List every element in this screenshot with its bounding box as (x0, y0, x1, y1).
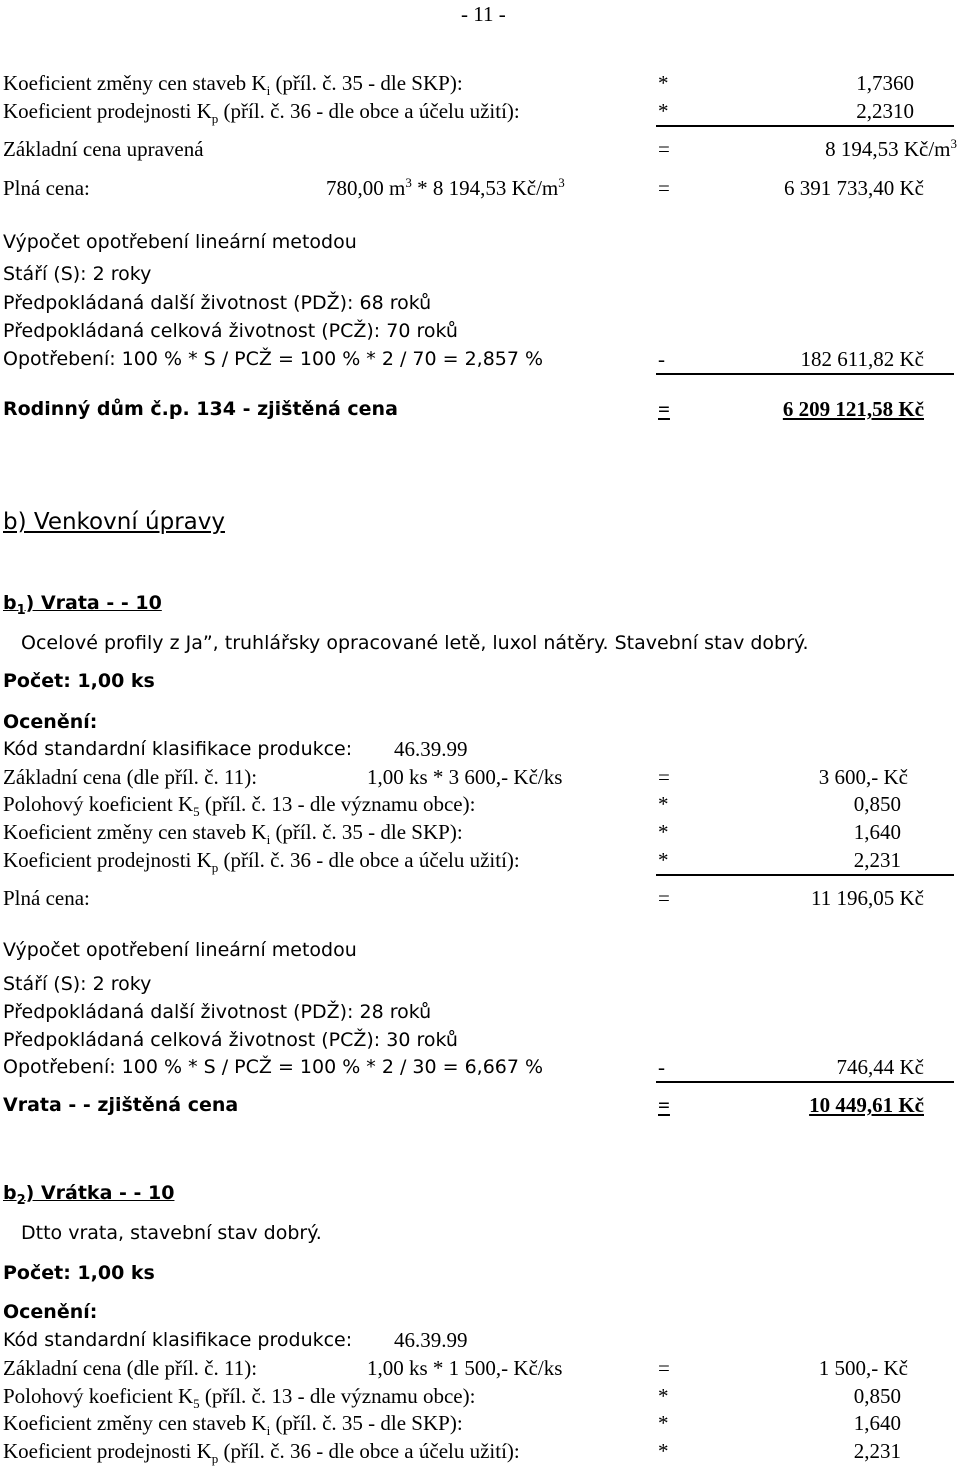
remaining-life: Předpokládaná další životnost (PDŽ): 68 roků (3, 292, 432, 314)
ki-operator: * (658, 71, 669, 95)
b2-code-value: 46.39.99 (394, 1328, 468, 1352)
b2-base-label: Základní cena (dle příl. č. 11): (3, 1356, 258, 1380)
b2-k5-label: Polohový koeficient $K_5$ (příl. č. 13 - dle významu obce): (3, 1384, 476, 1412)
total-operator: = (658, 397, 670, 421)
b2-base-value: 1 500,- Kč (818, 1356, 908, 1380)
total-life: Předpokládaná celková životnost (PCŽ): 70 roků (3, 320, 458, 342)
full-price-calc: 780,00 $m^3 * 8$ 194,53 $Kč/m^3$ (326, 175, 565, 200)
age: Stáří (S): 2 roky (3, 263, 152, 285)
total-value: 6 209 121,58 Kč (782, 397, 924, 421)
b1-code-value: 46.39.99 (394, 737, 468, 761)
b2-valuation: Ocenění: (3, 1301, 98, 1323)
adjusted-base-value: 8 194,53 $Kč/m^3$ (825, 136, 957, 161)
sum-rule (656, 1081, 954, 1083)
section-title: b) Venkovní úpravy (3, 509, 225, 535)
b1-base-calc: 1,00 ks * 3 600,- Kč/ks (367, 765, 563, 789)
b1-base-value: 3 600,- Kč (818, 765, 908, 789)
b1-base-label: Základní cena (dle příl. č. 11): (3, 765, 258, 789)
b1-total-life: Předpokládaná celková životnost (PCŽ): 30 roků (3, 1029, 458, 1051)
b2-kp-operator: * (658, 1439, 669, 1463)
b2-code-label: Kód standardní klasifikace produkce: (3, 1329, 353, 1351)
b2-ki-label: Koeficient změny cen staveb $K_i$ (příl. č. 35 - dle SKP): (3, 1411, 463, 1439)
b1-base-operator: = (658, 765, 670, 789)
b2-k5-value: 0,850 (853, 1384, 901, 1408)
kp-value: 2,2310 (856, 99, 914, 123)
b1-k5-operator: * (658, 792, 669, 816)
adjusted-base-label: Základní cena upravená (3, 137, 204, 161)
b1-count: Počet: 1,00 ks (3, 670, 155, 692)
b1-wear-formula: Opotřebení: 100 % * S / PCŽ = 100 % * 2 / 30 = 6,667 % (3, 1056, 544, 1078)
adjusted-base-operator: = (658, 137, 670, 161)
b1-total-operator: = (658, 1093, 670, 1117)
b1-ki-value: 1,640 (853, 820, 901, 844)
b1-wear-title: Výpočet opotřebení lineární metodou (3, 939, 357, 961)
full-price-value: 6 391 733,40 Kč (784, 176, 924, 200)
b2-heading: $b_2$) Vrátka - - 10 (3, 1182, 175, 1208)
b1-total-value: 10 449,61 Kč (809, 1093, 924, 1117)
b1-wear-value: 746,44 Kč (836, 1055, 924, 1079)
ki-value: 1,7360 (856, 71, 914, 95)
b1-remaining-life: Předpokládaná další životnost (PDŽ): 28 roků (3, 1001, 432, 1023)
total-label: Rodinný dům č.p. 134 - zjištěná cena (3, 398, 398, 420)
ki-label: Koeficient změny cen staveb $K_i$ (příl. č. 35 - dle SKP): (3, 71, 463, 99)
b2-base-operator: = (658, 1356, 670, 1380)
kp-operator: * (658, 99, 669, 123)
b2-ki-operator: * (658, 1411, 669, 1435)
b1-age: Stáří (S): 2 roky (3, 973, 152, 995)
sum-rule (656, 874, 954, 876)
b1-wear-operator: - (658, 1055, 665, 1079)
sum-rule (656, 125, 954, 127)
b1-valuation: Ocenění: (3, 711, 98, 733)
b2-count: Počet: 1,00 ks (3, 1262, 155, 1284)
b1-heading: $b_1$) Vrata - - 10 (3, 592, 162, 618)
sum-rule (656, 373, 954, 375)
b1-ki-operator: * (658, 820, 669, 844)
wear-title: Výpočet opotřebení lineární metodou (3, 231, 357, 253)
b1-full-price-operator: = (658, 886, 670, 910)
page-number: - 11 - (461, 2, 506, 26)
b1-code-label: Kód standardní klasifikace produkce: (3, 738, 353, 760)
wear-formula: Opotřebení: 100 % * S / PCŽ = 100 % * 2 / 70 = 2,857 % (3, 348, 544, 370)
b2-kp-label: Koeficient prodejnosti $K_p$ (příl. č. 36 - dle obce a účelu užití): (3, 1439, 520, 1467)
wear-operator: - (658, 347, 665, 371)
b1-k5-value: 0,850 (853, 792, 901, 816)
wear-value: 182 611,82 Kč (800, 347, 924, 371)
full-price-operator: = (658, 176, 670, 200)
b2-ki-value: 1,640 (853, 1411, 901, 1435)
b2-kp-value: 2,231 (853, 1439, 901, 1463)
b2-description: Dtto vrata, stavební stav dobrý. (21, 1222, 322, 1244)
b1-kp-value: 2,231 (853, 848, 901, 872)
b2-base-calc: 1,00 ks * 1 500,- Kč/ks (367, 1356, 563, 1380)
b2-k5-operator: * (658, 1384, 669, 1408)
b1-total-label: Vrata - - zjištěná cena (3, 1094, 239, 1116)
b1-kp-operator: * (658, 848, 669, 872)
b1-description: Ocelové profily z Ja”, truhlářsky opracované letě, luxol nátěry. Stavební stav dobrý. (21, 632, 809, 654)
b1-ki-label: Koeficient změny cen staveb $K_i$ (příl. č. 35 - dle SKP): (3, 820, 463, 848)
full-price-label: Plná cena: (3, 176, 90, 200)
b1-full-price-value: 11 196,05 Kč (811, 886, 924, 910)
b1-full-price-label: Plná cena: (3, 886, 90, 910)
b1-kp-label: Koeficient prodejnosti $K_p$ (příl. č. 36 - dle obce a účelu užití): (3, 848, 520, 876)
b1-k5-label: Polohový koeficient $K_5$ (příl. č. 13 - dle významu obce): (3, 792, 476, 820)
kp-label: Koeficient prodejnosti $K_p$ (příl. č. 36 - dle obce a účelu užití): (3, 99, 520, 127)
